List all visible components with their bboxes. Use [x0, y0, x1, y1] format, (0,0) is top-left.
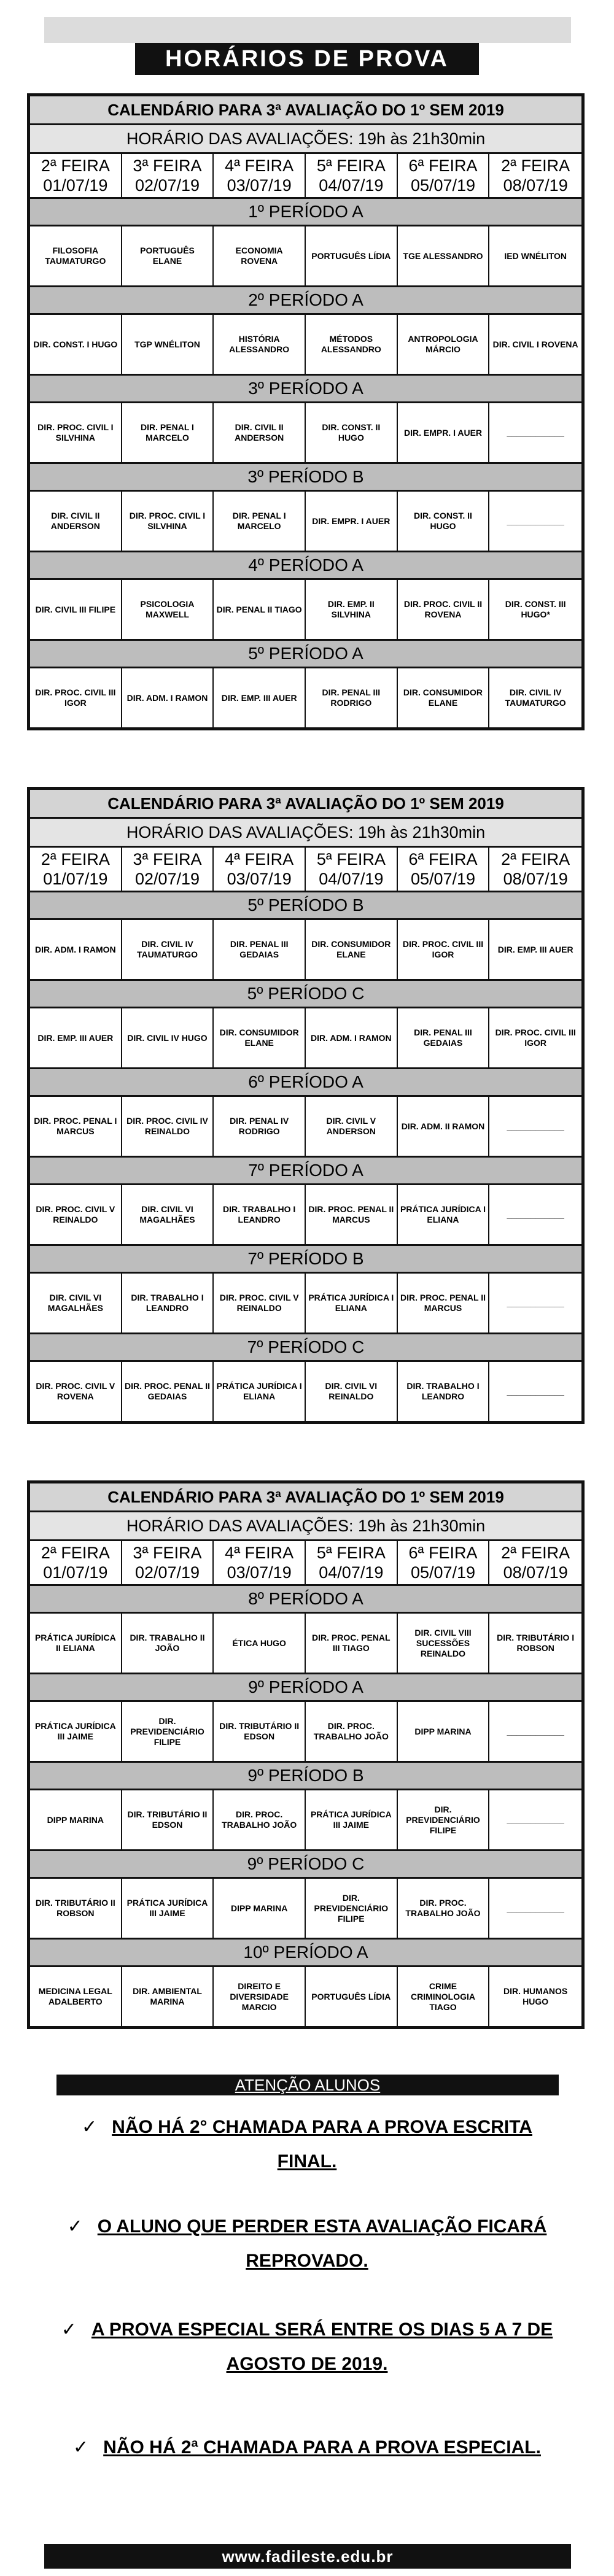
table-row: [30, 1185, 581, 1246]
exam-cell: ____________: [507, 427, 564, 438]
calendar-title: CALENDÁRIO PARA 3ª AVALIAÇÃO DO 1º SEM 2019: [30, 96, 581, 125]
exam-cell: PRÁTICA JURÍDICA II ELIANA: [30, 1614, 122, 1673]
exam-cell: DIR. CIVIL II ANDERSON: [214, 403, 306, 462]
exam-cell: DIREITO E DIVERSIDADE MARCIO: [214, 1967, 306, 2026]
day-name: 4ª FEIRA: [225, 1544, 294, 1562]
day-header: [306, 154, 398, 197]
day-header: [122, 848, 214, 891]
day-header: [306, 1541, 398, 1584]
schedule-time: HORÁRIO DAS AVALIAÇÕES: 19h às 21h30min: [30, 125, 581, 154]
day-header: [489, 1541, 581, 1584]
period-title: 5º PERÍODO B: [30, 892, 581, 920]
notice-text: NÃO HÁ 2ª CHAMADA PARA A PROVA ESPECIAL.: [103, 2437, 541, 2458]
day-name: 2ª FEIRA: [41, 850, 110, 868]
exam-cell: DIR. ADM. I RAMON: [306, 1008, 398, 1067]
exam-cell: DIR. CONST. II HUGO: [398, 492, 490, 551]
exam-cell: DIR. PENAL II TIAGO: [214, 580, 306, 639]
day-header: [214, 1541, 306, 1584]
day-date: 08/07/19: [503, 870, 568, 888]
exam-cell: DIR. TRABALHO II JOÃO: [122, 1614, 214, 1673]
table-row: [30, 1967, 581, 2026]
exam-cell: DIR. ADM. II RAMON: [398, 1097, 490, 1156]
day-name: 5ª FEIRA: [316, 850, 386, 868]
day-date: 03/07/19: [227, 176, 292, 195]
period-title: 8º PERÍODO A: [30, 1586, 581, 1614]
table-row: [30, 492, 581, 552]
day-header: [30, 154, 122, 197]
calendar-title: CALENDÁRIO PARA 3ª AVALIAÇÃO DO 1º SEM 2019: [30, 790, 581, 819]
exam-cell: DIR. PROC. CIVIL IV REINALDO: [122, 1097, 214, 1156]
exam-cell: PRÁTICA JURÍDICA I ELIANA: [306, 1274, 398, 1332]
exam-cell: DIR. PENAL I MARCELO: [122, 403, 214, 462]
day-name: 3ª FEIRA: [133, 850, 202, 868]
exam-cell: DIR. CIVIL VI MAGALHÃES: [122, 1185, 214, 1244]
day-name: 6ª FEIRA: [408, 1544, 478, 1562]
table-row: [30, 1097, 581, 1158]
day-name: 6ª FEIRA: [408, 157, 478, 175]
table-row: [30, 315, 581, 376]
period-title: 9º PERÍODO C: [30, 1851, 581, 1879]
period-title: 6º PERÍODO A: [30, 1069, 581, 1097]
day-header: [214, 848, 306, 891]
exam-cell: DIR. PROC. CIVIL II ROVENA: [398, 580, 490, 639]
notice-item-2: [55, 2210, 559, 2278]
exam-cell: DIR. PROC. PENAL I MARCUS: [30, 1097, 122, 1156]
day-date: 08/07/19: [503, 176, 568, 195]
day-name: 3ª FEIRA: [133, 157, 202, 175]
day-name: 4ª FEIRA: [225, 157, 294, 175]
period-title: 5º PERÍODO C: [30, 981, 581, 1008]
day-date: 05/07/19: [410, 870, 476, 888]
notice-title: ATENÇÃO ALUNOS: [56, 2075, 559, 2095]
exam-cell: DIR. EMP. III AUER: [497, 944, 573, 954]
day-date: 05/07/19: [410, 1563, 476, 1582]
exam-cell: PRÁTICA JURÍDICA III JAIME: [306, 1790, 398, 1849]
exam-cell: DIR. TRABALHO I LEANDRO: [214, 1185, 306, 1244]
notice-item-1: [55, 2110, 559, 2179]
exam-cell: DIR. ADM. I RAMON: [122, 668, 214, 727]
day-name: 2ª FEIRA: [41, 157, 110, 175]
exam-cell: DIR. CONST. I HUGO: [30, 315, 122, 374]
exam-cell: DIR. CONST. II HUGO: [306, 403, 398, 462]
day-header: [30, 1541, 122, 1584]
exam-cell: DIR. TRIBUTÁRIO II EDSON: [122, 1790, 214, 1849]
exam-cell: DIPP MARINA: [214, 1879, 306, 1938]
exam-cell: PRÁTICA JURÍDICA III JAIME: [30, 1702, 122, 1761]
exam-cell: ____________: [507, 1121, 564, 1131]
exam-cell: DIR. EMP. II SILVHINA: [306, 580, 398, 639]
exam-cell: DIR. PROC. CIVIL I SILVHINA: [122, 492, 214, 551]
exam-cell: ____________: [507, 1903, 564, 1913]
exam-cell: DIR. PROC. PENAL II MARCUS: [306, 1185, 398, 1244]
header-band: [44, 17, 571, 43]
check-icon: ✓: [73, 2437, 89, 2458]
table-row: [30, 403, 581, 464]
exam-cell: IED WNÉLITON: [504, 250, 567, 261]
exam-cell: DIR. PROC. CIVIL V REINALDO: [214, 1274, 306, 1332]
footer-url[interactable]: www.fadileste.edu.br: [44, 2544, 571, 2569]
exam-cell: PORTUGUÊS LÍDIA: [306, 1967, 398, 2026]
period-title: 7º PERÍODO B: [30, 1246, 581, 1274]
exam-cell: DIR. PROC. CIVIL V ROVENA: [30, 1362, 122, 1421]
day-name: 2ª FEIRA: [501, 1544, 570, 1562]
exam-cell: ____________: [507, 516, 564, 526]
exam-cell: DIR. EMP. III AUER: [30, 1008, 122, 1067]
day-date: 04/07/19: [319, 1563, 384, 1582]
exam-cell: HISTÓRIA ALESSANDRO: [214, 315, 306, 374]
day-date: 05/07/19: [410, 176, 476, 195]
day-header-row: [30, 154, 581, 199]
day-name: 5ª FEIRA: [316, 157, 386, 175]
exam-cell: DIR. CONSUMIDOR ELANE: [214, 1008, 306, 1067]
exam-cell: DIR. PENAL IV RODRIGO: [214, 1097, 306, 1156]
exam-cell: DIR. CIVIL IV TAUMATURGO: [505, 687, 566, 708]
exam-cell: DIR. EMP. III AUER: [214, 668, 306, 727]
day-date: 04/07/19: [319, 870, 384, 888]
day-name: 4ª FEIRA: [225, 850, 294, 868]
period-title: 4º PERÍODO A: [30, 552, 581, 580]
exam-cell: DIR. PROC. CIVIL III IGOR: [398, 920, 490, 979]
exam-cell: DIR. PENAL III GEDAIAS: [398, 1008, 490, 1067]
day-date: 01/07/19: [43, 176, 108, 195]
schedule-time: HORÁRIO DAS AVALIAÇÕES: 19h às 21h30min: [30, 819, 581, 848]
exam-cell: DIR. CIVIL II ANDERSON: [30, 492, 122, 551]
notice-text: A PROVA ESPECIAL SERÁ ENTRE OS DIAS 5 A 7 DE AGOSTO DE 2019.: [91, 2319, 553, 2374]
table-row: [30, 668, 581, 727]
period-title: 10º PERÍODO A: [30, 1940, 581, 1967]
schedule-section: [27, 93, 585, 730]
day-name: 2ª FEIRA: [501, 157, 570, 175]
exam-cell: DIR. TRIBUTÁRIO II EDSON: [214, 1702, 306, 1761]
exam-cell: MEDICINA LEGAL ADALBERTO: [30, 1967, 122, 2026]
exam-cell: DIR. TRABALHO I LEANDRO: [398, 1362, 490, 1421]
schedule-section: [27, 1480, 585, 2029]
exam-cell: ____________: [507, 1209, 564, 1220]
exam-cell: DIR. CONSUMIDOR ELANE: [398, 668, 490, 727]
exam-cell: DIR. PROC. TRABALHO JOÃO: [214, 1790, 306, 1849]
period-title: 7º PERÍODO C: [30, 1334, 581, 1362]
period-title: 5º PERÍODO A: [30, 641, 581, 668]
exam-cell: DIR. CIVIL I ROVENA: [492, 339, 578, 349]
exam-cell: DIR. CIVIL IV HUGO: [122, 1008, 214, 1067]
notice-text: O ALUNO QUE PERDER ESTA AVALIAÇÃO FICARÁ REPROVADO.: [97, 2216, 547, 2271]
period-title: 3º PERÍODO A: [30, 376, 581, 403]
exam-cell: DIR. PROC. PENAL II MARCUS: [398, 1274, 490, 1332]
exam-cell: PRÁTICA JURÍDICA III JAIME: [122, 1879, 214, 1938]
exam-cell: TGE ALESSANDRO: [398, 226, 490, 285]
day-name: 3ª FEIRA: [133, 1544, 202, 1562]
exam-cell: DIR. CIVIL III FILIPE: [30, 580, 122, 639]
exam-cell: DIR. PROC. PENAL II GEDAIAS: [122, 1362, 214, 1421]
exam-cell: TGP WNÉLITON: [122, 315, 214, 374]
day-header-row: [30, 1541, 581, 1586]
table-row: [30, 1008, 581, 1069]
exam-cell: ECONOMIA ROVENA: [214, 226, 306, 285]
table-row: [30, 1362, 581, 1421]
day-date: 04/07/19: [319, 176, 384, 195]
day-date: 02/07/19: [134, 870, 200, 888]
table-row: [30, 1274, 581, 1334]
check-icon: ✓: [61, 2319, 77, 2340]
exam-cell: DIR. TRABALHO I LEANDRO: [122, 1274, 214, 1332]
check-icon: ✓: [82, 2117, 98, 2137]
exam-cell: ____________: [507, 1814, 564, 1825]
table-row: [30, 226, 581, 287]
period-title: 7º PERÍODO A: [30, 1158, 581, 1185]
exam-cell: DIR. TRIBUTÁRIO II ROBSON: [30, 1879, 122, 1938]
table-row: [30, 920, 581, 981]
exam-cell: FILOSOFIA TAUMATURGO: [30, 226, 122, 285]
period-title: 9º PERÍODO B: [30, 1763, 581, 1790]
exam-cell: ANTROPOLOGIA MÁRCIO: [398, 315, 490, 374]
exam-cell: DIR. CIVIL V ANDERSON: [306, 1097, 398, 1156]
day-header: [398, 154, 490, 197]
period-title: 1º PERÍODO A: [30, 199, 581, 226]
day-header: [306, 848, 398, 891]
day-date: 01/07/19: [43, 1563, 108, 1582]
exam-cell: DIR. CONST. III HUGO*: [505, 599, 566, 619]
exam-cell: DIR. CONSUMIDOR ELANE: [306, 920, 398, 979]
day-header: [398, 848, 490, 891]
day-name: 2ª FEIRA: [501, 850, 570, 868]
exam-cell: DIR. PROC. TRABALHO JOÃO: [398, 1879, 490, 1938]
exam-cell: DIR. TRIBUTÁRIO I ROBSON: [497, 1633, 575, 1653]
exam-cell: DIR. ADM. I RAMON: [30, 920, 122, 979]
exam-cell: ÉTICA HUGO: [214, 1614, 306, 1673]
period-title: 9º PERÍODO A: [30, 1674, 581, 1702]
exam-cell: DIR. CIVIL VIII SUCESSÕES REINALDO: [398, 1614, 490, 1673]
exam-cell: DIR. PROC. PENAL III TIAGO: [306, 1614, 398, 1673]
exam-cell: PRÁTICA JURÍDICA I ELIANA: [398, 1185, 490, 1244]
exam-cell: DIR. PROC. TRABALHO JOÃO: [306, 1702, 398, 1761]
day-header: [489, 848, 581, 891]
day-date: 03/07/19: [227, 1563, 292, 1582]
period-title: 2º PERÍODO A: [30, 287, 581, 315]
exam-cell: PSICOLOGIA MAXWELL: [122, 580, 214, 639]
day-name: 5ª FEIRA: [316, 1544, 386, 1562]
exam-cell: DIR. PENAL III RODRIGO: [306, 668, 398, 727]
notice-item-4: [55, 2431, 559, 2465]
day-header: [122, 154, 214, 197]
schedule-time: HORÁRIO DAS AVALIAÇÕES: 19h às 21h30min: [30, 1512, 581, 1541]
notice-text: NÃO HÁ 2° CHAMADA PARA A PROVA ESCRITA FINAL.: [112, 2117, 532, 2172]
exam-cell: ____________: [507, 1726, 564, 1736]
table-row: [30, 1702, 581, 1763]
exam-cell: DIR. PROC. CIVIL I SILVHINA: [30, 403, 122, 462]
exam-cell: ____________: [507, 1386, 564, 1396]
day-header: [122, 1541, 214, 1584]
exam-cell: DIR. PROC. CIVIL III IGOR: [495, 1027, 576, 1048]
exam-cell: ____________: [507, 1298, 564, 1308]
day-date: 08/07/19: [503, 1563, 568, 1582]
exam-cell: DIR. PENAL III GEDAIAS: [214, 920, 306, 979]
exam-cell: DIR. PREVIDENCIÁRIO FILIPE: [398, 1790, 490, 1849]
exam-cell: DIR. PENAL I MARCELO: [214, 492, 306, 551]
table-row: [30, 1790, 581, 1851]
exam-cell: DIPP MARINA: [30, 1790, 122, 1849]
day-date: 01/07/19: [43, 870, 108, 888]
day-name: 2ª FEIRA: [41, 1544, 110, 1562]
check-icon: ✓: [67, 2216, 83, 2237]
exam-cell: MÉTODOS ALESSANDRO: [306, 315, 398, 374]
exam-cell: DIR. PREVIDENCIÁRIO FILIPE: [306, 1879, 398, 1938]
exam-cell: DIR. CIVIL IV TAUMATURGO: [122, 920, 214, 979]
day-date: 02/07/19: [134, 1563, 200, 1582]
schedule-section: [27, 787, 585, 1424]
period-title: 3º PERÍODO B: [30, 464, 581, 492]
day-name: 6ª FEIRA: [408, 850, 478, 868]
calendar-title: CALENDÁRIO PARA 3ª AVALIAÇÃO DO 1º SEM 2019: [30, 1483, 581, 1512]
table-row: [30, 580, 581, 641]
notice-item-3: [55, 2313, 559, 2381]
day-header-row: [30, 848, 581, 892]
exam-cell: DIR. EMPR. I AUER: [306, 492, 398, 551]
exam-cell: DIR. CIVIL VI MAGALHÃES: [30, 1274, 122, 1332]
exam-cell: DIR. CIVIL VI REINALDO: [306, 1362, 398, 1421]
exam-cell: DIR. PROC. CIVIL III IGOR: [30, 668, 122, 727]
day-date: 03/07/19: [227, 870, 292, 888]
exam-cell: DIR. EMPR. I AUER: [398, 403, 490, 462]
exam-cell: CRIME CRIMINOLOGIA TIAGO: [398, 1967, 490, 2026]
exam-cell: DIR. PROC. CIVIL V REINALDO: [30, 1185, 122, 1244]
exam-cell: DIR. HUMANOS HUGO: [503, 1986, 568, 2006]
table-row: [30, 1614, 581, 1674]
day-date: 02/07/19: [134, 176, 200, 195]
day-header: [489, 154, 581, 197]
exam-cell: DIR. AMBIENTAL MARINA: [122, 1967, 214, 2026]
exam-cell: PORTUGUÊS LÍDIA: [306, 226, 398, 285]
day-header: [30, 848, 122, 891]
table-row: [30, 1879, 581, 1940]
page-title: HORÁRIOS DE PROVA: [135, 43, 479, 75]
exam-cell: PORTUGUÊS ELANE: [122, 226, 214, 285]
day-header: [214, 154, 306, 197]
exam-cell: DIR. PREVIDENCIÁRIO FILIPE: [122, 1702, 214, 1761]
exam-cell: PRÁTICA JURÍDICA I ELIANA: [214, 1362, 306, 1421]
day-header: [398, 1541, 490, 1584]
exam-cell: DIPP MARINA: [398, 1702, 490, 1761]
